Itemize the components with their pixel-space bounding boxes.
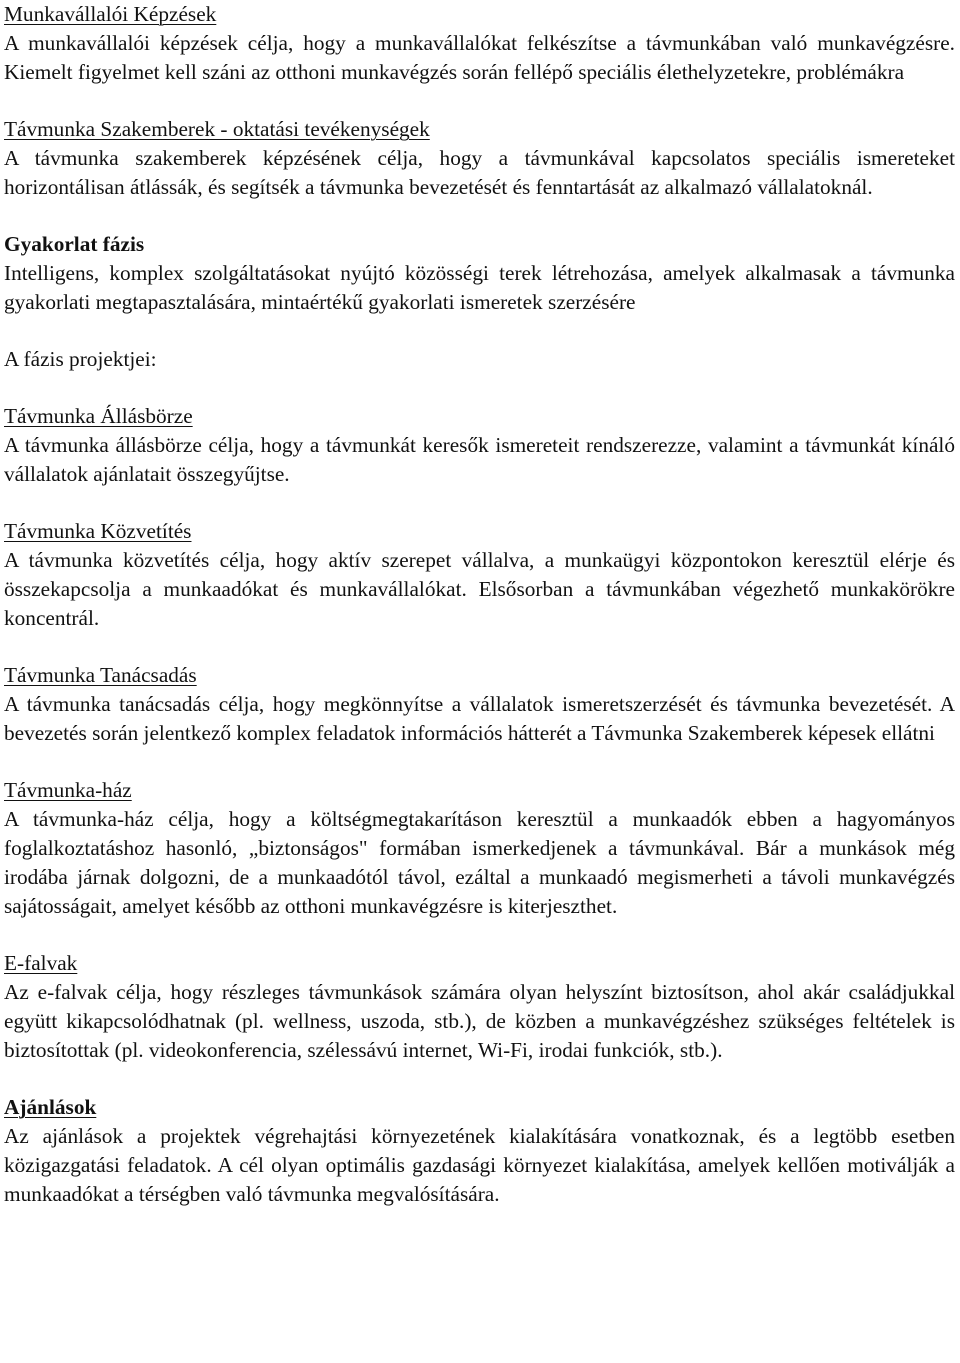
section-paragraph: A távmunka tanácsadás célja, hogy megkönnyítse a vállalatok ismeretszerzését és távmunka bevezetését. A bevezetés során jelentkező komplex feladatok információs hátterét a Távmunka Szakemberek képesek ellátni bbox=[4, 692, 955, 745]
projects-intro: A fázis projektjei: bbox=[4, 347, 157, 371]
section-heading: Távmunka Közvetítés bbox=[4, 519, 192, 543]
section-tavmunka-haz bbox=[4, 776, 955, 921]
section-heading: E-falvak bbox=[4, 951, 78, 975]
spacer bbox=[4, 489, 955, 517]
section-heading: Távmunka Szakemberek - oktatási tevékenységek bbox=[4, 117, 430, 141]
section-ajanlasok bbox=[4, 1093, 955, 1209]
spacer bbox=[4, 87, 955, 115]
section-tanacsadas bbox=[4, 661, 955, 748]
section-paragraph: Az ajánlások a projektek végrehajtási környezetének kialakítására vonatkoznak, és a legtöbb esetben közigazgatási feladatok. A cél olyan optimális gazdasági környezet kialakítása, amelyek kellően motiválják a munkaadókat a térségben való távmunka megvalósítására. bbox=[4, 1124, 955, 1206]
section-heading: Ajánlások bbox=[4, 1095, 97, 1119]
spacer bbox=[4, 317, 955, 345]
section-allasborze bbox=[4, 402, 955, 489]
section-paragraph: A távmunka szakemberek képzésének célja, hogy a távmunkával kapcsolatos speciális ismereteket horizontálisan átlássák, és segítsék a távmunka bevezetését és fenntartását az alkalmazó vállalatoknál. bbox=[4, 146, 955, 199]
section-heading: Munkavállalói Képzések bbox=[4, 2, 217, 26]
section-gyakorlat-fazis bbox=[4, 230, 955, 317]
section-e-falvak bbox=[4, 949, 955, 1065]
spacer bbox=[4, 633, 955, 661]
spacer bbox=[4, 921, 955, 949]
section-heading: Távmunka Állásbörze bbox=[4, 404, 193, 428]
section-heading: Távmunka Tanácsadás bbox=[4, 663, 197, 687]
section-paragraph: Intelligens, komplex szolgáltatásokat nyújtó közösségi terek létrehozása, amelyek alkalmasak a távmunka gyakorlati megtapasztalására, mintaértékű gyakorlati ismeretek szerzésére bbox=[4, 261, 955, 314]
section-heading: Távmunka-ház bbox=[4, 778, 132, 802]
section-projektjei bbox=[4, 345, 955, 374]
section-tavmunka-szakemberek bbox=[4, 115, 955, 202]
spacer bbox=[4, 748, 955, 776]
section-paragraph: Az e-falvak célja, hogy részleges távmunkások számára olyan helyszínt biztosítson, ahol akár családjukkal együtt kikapcsolódhatnak (pl. wellness, uszoda, stb.), de közben a munkavégzéshez szükséges feltételek is biztosítottak (pl. videokonferencia, szélessávú internet, Wi-Fi, irodai funkciók, stb.). bbox=[4, 980, 955, 1062]
section-paragraph: A távmunka állásbörze célja, hogy a távmunkát keresők ismereteit rendszerezze, valamint a távmunkát kínáló vállalatok ajánlatait összegyűjtse. bbox=[4, 433, 955, 486]
spacer bbox=[4, 374, 955, 402]
section-munkavallaloi-kepzesek bbox=[4, 0, 955, 87]
spacer bbox=[4, 1065, 955, 1093]
document-page bbox=[4, 0, 955, 1209]
section-paragraph: A távmunka közvetítés célja, hogy aktív szerepet vállalva, a munkaügyi központokon keresztül elérje és összekapcsolja a munkaadókat és munkavállalókat. Elsősorban a távmunkában végezhető munkakörökre koncentrál. bbox=[4, 548, 955, 630]
section-paragraph: A távmunka-ház célja, hogy a költségmegtakarításon keresztül a munkaadók ebben a hagyományos foglalkoztatáshoz hasonló, „biztonságos" formában ismerkedjenek a távmunkával. Bár a munkások még irodába járnak dolgozni, de a munkaadótól távol, ezáltal a munkaadó megismerheti a távoli munkavégzés sajátosságait, amelyet később az otthoni munkavégzésre is kiterjeszthet. bbox=[4, 807, 955, 918]
phase-heading: Gyakorlat fázis bbox=[4, 232, 145, 256]
spacer bbox=[4, 202, 955, 230]
section-paragraph: A munkavállalói képzések célja, hogy a munkavállalókat felkészítse a távmunkában való munkavégzésre. Kiemelt figyelmet kell száni az otthoni munkavégzés során fellépő speciális élethelyzetekre, problémákra bbox=[4, 31, 955, 84]
section-kozvetites bbox=[4, 517, 955, 633]
